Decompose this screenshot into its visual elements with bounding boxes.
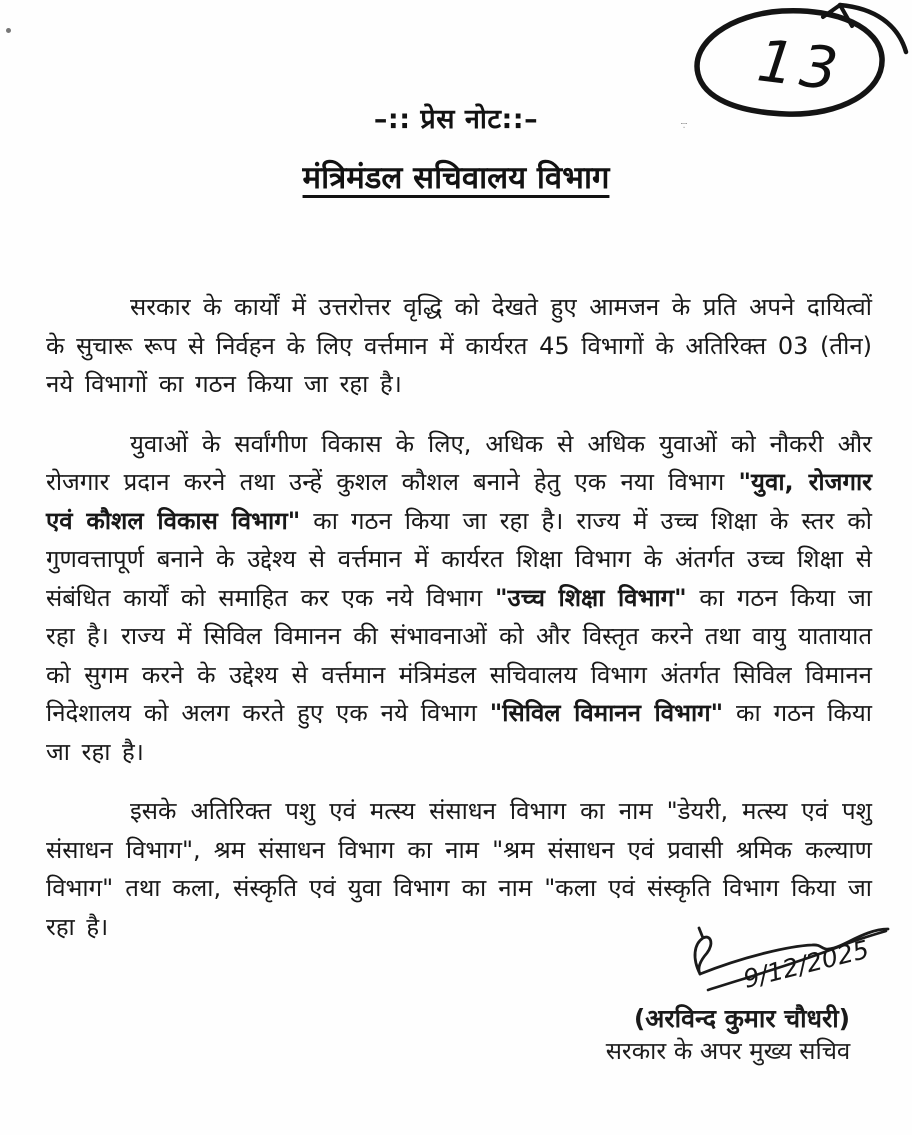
press-note-title: –:: प्रेस नोट::– — [373, 104, 539, 135]
paragraph-2-run-3: का गठन किया जा रहा है। राज्य में उच्च शिक्षा के स्तर को गुणवत्तापूर्ण बनाने के उद्देश्य से वर्त्तमान में कार्यरत शिक्षा विभाग के अंतर्गत उच्च शिक्षा से संबंधित कार्यों को समाहित कर एक नये विभाग — [46, 506, 872, 612]
paragraph-2-bold-department-1: "युवा, रोजगार एवं कौशल विकास विभाग" — [46, 468, 872, 535]
paragraph-2-run-1: युवाओं के सर्वांगीण विकास के लिए, अधिक से अधिक युवाओं को नौकरी और रोजगार प्रदान करने तथा उन्हें कुशल कौशल बनाने हेतु एक नया विभाग — [46, 429, 872, 496]
circle-tail-stroke — [840, 5, 906, 52]
signature-loop-stroke — [695, 928, 711, 974]
paragraph-2 — [46, 425, 872, 772]
paragraph-2-bold-department-2: "उच्च शिक्षा विभाग" — [495, 583, 687, 612]
scan-dot-artifact — [6, 28, 11, 33]
paragraph-2-run-5: का गठन किया जा रहा है। राज्य में सिविल विमानन की संभावनाओं को और विस्तृत करने तथा वायु यातायात को सुगम करने के उद्देश्य से वर्त्तमान मंत्रिमंडल सचिवालय विभाग अंतर्गत सिविल विमानन निदेशालय को अलग करते हुए एक नये विभाग — [46, 583, 872, 727]
scan-margin-artifact: ⁞· — [678, 122, 688, 130]
page-number: 13 — [753, 26, 848, 105]
department-title-text: मंत्रिमंडल सचिवालय विभाग — [302, 160, 610, 196]
signatory-name: (अरविन्द कुमार चौधरी) — [633, 1004, 851, 1033]
handwritten-signature — [650, 912, 912, 1012]
signature-date: 9/12/2025 — [740, 934, 872, 994]
paragraph-2-bold-department-3: "सिविल विमानन विभाग" — [489, 699, 724, 727]
department-title — [0, 156, 912, 198]
document-body — [46, 288, 872, 946]
paragraph-1 — [46, 288, 872, 404]
paragraph-3-text: इसके अतिरिक्त पशु एवं मत्स्य संसाधन विभाग का नाम "डेयरी, मत्स्य एवं पशु संसाधन विभाग", श्रम संसाधन विभाग का नाम "श्रम संसाधन एवं प्रवासी श्रमिक कल्याण विभाग" तथा कला, संस्कृति एवं युवा विभाग का नाम "कला एवं संस्कृति विभाग किया जा रहा है। — [46, 797, 872, 941]
paragraph-1-text: सरकार के कार्यों में उत्तरोत्तर वृद्धि को देखते हुए आमजन के प्रति अपने दायित्वों के सुचारू रूप से निर्वहन के लिए वर्त्तमान में कार्यरत 45 विभागों के अतिरिक्त 03 (तीन) नये विभागों का गठन किया जा रहा है। — [46, 293, 872, 398]
signatory-designation: सरकार के अपर मुख्य सचिव — [605, 1037, 851, 1065]
paragraph-2-run-7: का गठन किया जा रहा है। — [46, 699, 872, 766]
